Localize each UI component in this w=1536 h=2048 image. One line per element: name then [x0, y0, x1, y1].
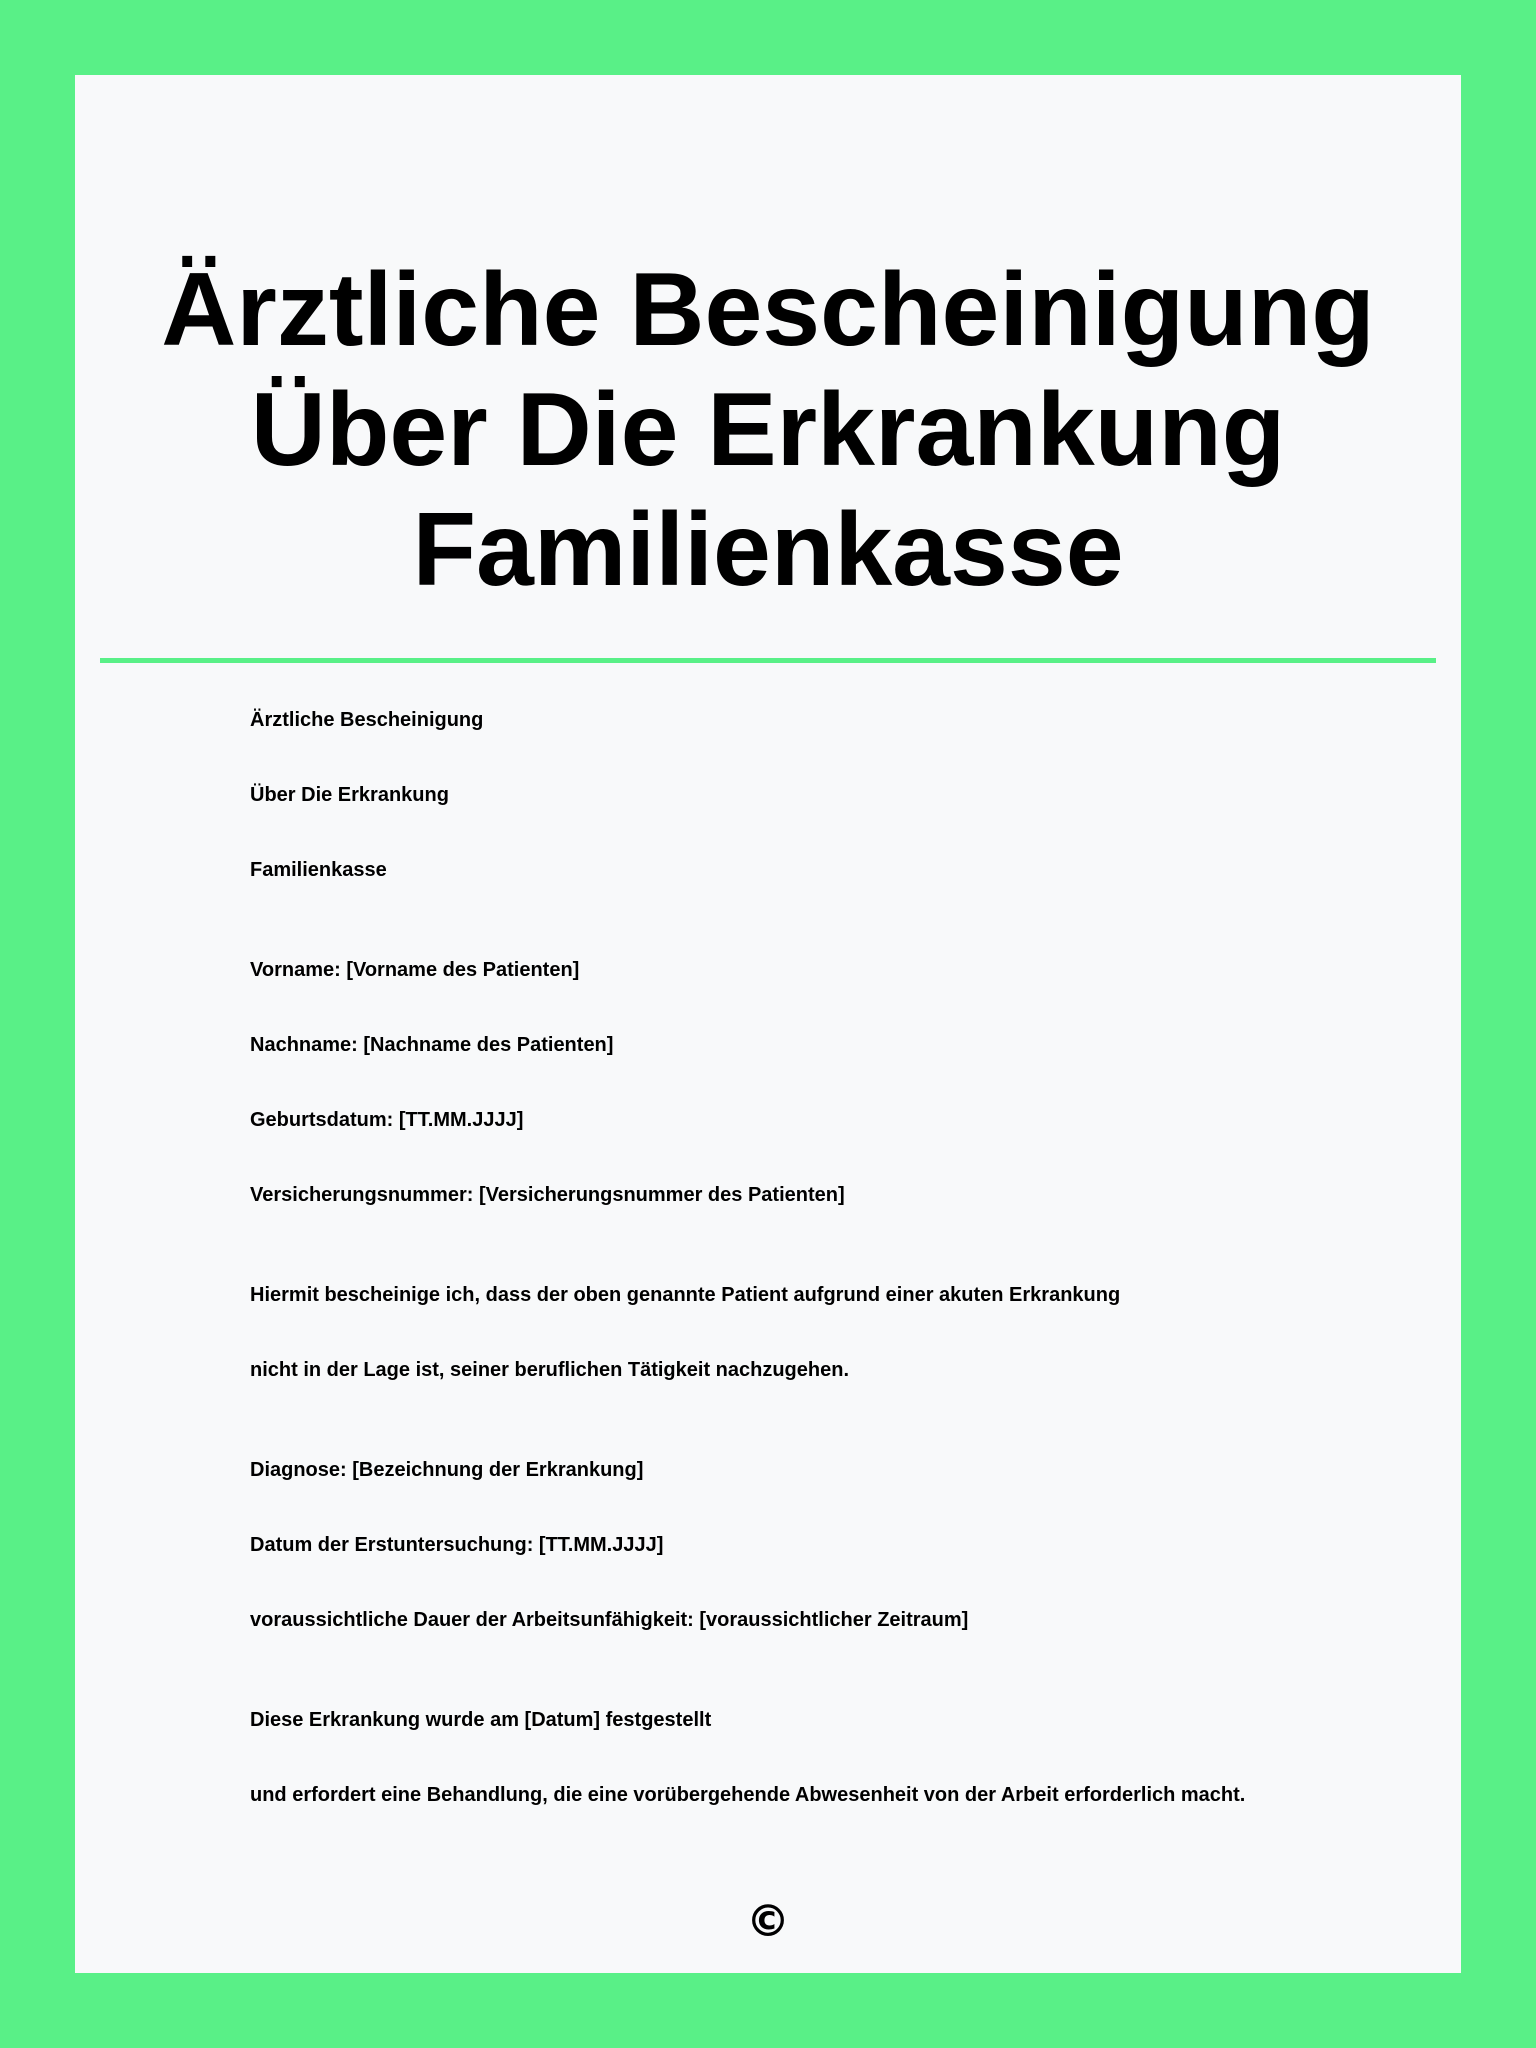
title-line-3: Familienkasse: [412, 492, 1124, 608]
document-page: [75, 75, 1461, 1973]
diagnosis-line: Diagnose: [Bezeichnung der Erkrankung]: [250, 1459, 644, 1481]
title-line-1: Ärztliche Bescheinigung: [161, 252, 1375, 368]
statement-line-2: nicht in der Lage ist, seiner beruflichen Tätigkeit nachzugehen.: [250, 1359, 850, 1381]
document-title: [75, 250, 1461, 610]
title-line-2: Über Die Erkrankung: [250, 372, 1286, 488]
header-line-2: Über Die Erkrankung: [250, 784, 449, 806]
header-line-1: Ärztliche Bescheinigung: [250, 709, 484, 731]
header-line-3: Familienkasse: [250, 859, 387, 881]
closing-line-2: und erfordert eine Behandlung, die eine vorübergehende Abwesenheit von der Arbeit erforderlich macht.: [250, 1784, 1246, 1806]
closing-line-1: Diese Erkrankung wurde am [Datum] festgestellt: [250, 1709, 712, 1731]
exam-date-line: Datum der Erstuntersuchung: [TT.MM.JJJJ]: [250, 1534, 664, 1556]
duration-line: voraussichtliche Dauer der Arbeitsunfähigkeit: [voraussichtlicher Zeitraum]: [250, 1609, 969, 1631]
patient-last-name: Nachname: [Nachname des Patienten]: [250, 1034, 614, 1056]
patient-insurance-number: Versicherungsnummer: [Versicherungsnummer des Patienten]: [250, 1184, 845, 1206]
title-divider: [100, 658, 1436, 663]
statement-line-1: Hiermit bescheinige ich, dass der oben genannte Patient aufgrund einer akuten Erkrankung: [250, 1284, 1121, 1306]
copyright-icon: ©: [746, 1896, 790, 1947]
patient-birth-date: Geburtsdatum: [TT.MM.JJJJ]: [250, 1109, 524, 1131]
patient-first-name: Vorname: [Vorname des Patienten]: [250, 959, 580, 981]
